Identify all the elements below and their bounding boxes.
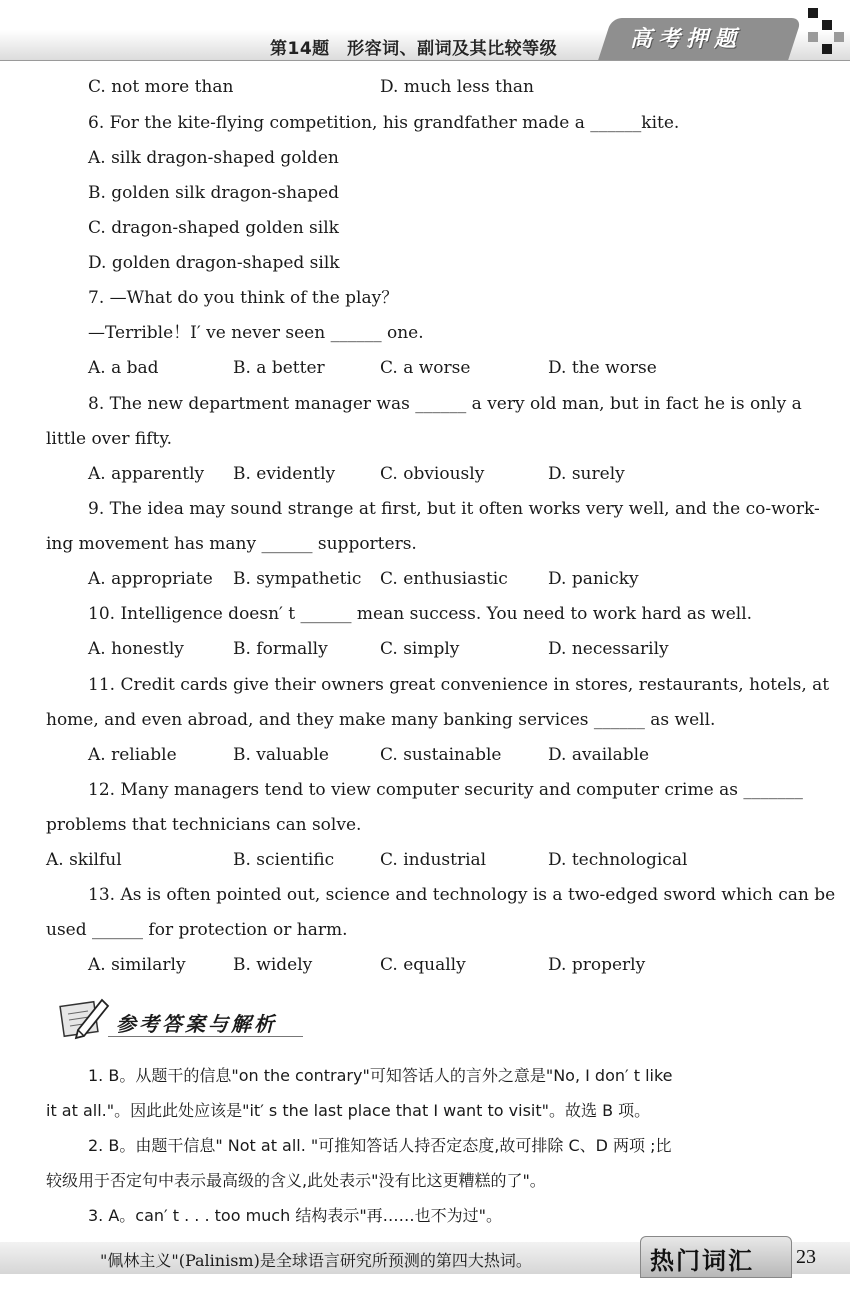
question-stem: 9. The idea may sound strange at first, but it often works very well, and the co-work- — [88, 499, 820, 519]
question-stem-continued: used ______ for protection or harm. — [46, 920, 348, 940]
question-stem-continued: problems that technicians can solve. — [46, 815, 362, 835]
option-a: A. similarly — [88, 955, 186, 975]
option-c: C. not more than — [88, 77, 234, 97]
option-b: B. scientific — [233, 850, 335, 870]
question-stem-reply: —Terrible！I′ ve never seen ______ one. — [88, 323, 424, 343]
answer-3-line-1: 3. A。can′ t . . . too much 结构表示"再……也不为过"。 — [88, 1206, 503, 1225]
option-a: A. skilful — [46, 850, 122, 870]
question-stem-continued: ing movement has many ______ supporters. — [46, 534, 417, 554]
option-c: C. dragon-shaped golden silk — [88, 218, 339, 238]
question-stem: 6. For the kite-flying competition, his grandfather made a ______kite. — [88, 113, 680, 133]
option-b: B. formally — [233, 639, 328, 659]
page-footer — [0, 1228, 850, 1306]
answers-heading-label: 参考答案与解析 — [116, 1012, 277, 1036]
answer-1-line-1: 1. B。从题干的信息"on the contrary"可知答话人的言外之意是"No, I don′ t like — [88, 1066, 673, 1085]
page-header — [0, 0, 850, 70]
answers-heading — [58, 996, 308, 1042]
option-d: D. the worse — [548, 358, 657, 378]
option-b: B. evidently — [233, 464, 336, 484]
option-c: C. simply — [380, 639, 460, 659]
question-stem-continued: little over fifty. — [46, 429, 173, 449]
answer-2-line-2: 较级用于否定句中表示最高级的含义,此处表示"没有比这更糟糕的了"。 — [46, 1171, 546, 1190]
option-c: C. equally — [380, 955, 466, 975]
question-stem: 12. Many managers tend to view computer security and computer crime as _______ — [88, 780, 803, 800]
question-stem: 11. Credit cards give their owners great convenience in stores, restaurants, hotels, at — [88, 675, 830, 695]
option-d: D. panicky — [548, 569, 639, 589]
answer-1-line-2: it at all."。因此此处应该是"it′ s the last place that I want to visit"。故选 B 项。 — [46, 1101, 651, 1120]
option-a: A. a bad — [88, 358, 159, 378]
footer-tab-label: 热门词汇 — [650, 1247, 754, 1275]
option-c: C. enthusiastic — [380, 569, 508, 589]
option-c: C. a worse — [380, 358, 471, 378]
option-a: A. reliable — [88, 745, 177, 765]
option-a: A. honestly — [88, 639, 184, 659]
header-tab-label: 高考押题 — [630, 27, 743, 52]
question-stem: 8. The new department manager was ______ a very old man, but in fact he is only a — [88, 394, 802, 414]
question-stem: 7. —What do you think of the play？ — [88, 288, 399, 308]
question-stem-continued: home, and even abroad, and they make many banking services ______ as well. — [46, 710, 716, 730]
question-stem: 10. Intelligence doesn′ t ______ mean success. You need to work hard as well. — [88, 604, 753, 624]
question-stem: 13. As is often pointed out, science and technology is a two-edged sword which can be — [88, 885, 836, 905]
option-a: A. silk dragon-shaped golden — [88, 148, 339, 168]
option-b: B. golden silk dragon-shaped — [88, 183, 340, 203]
option-d: D. available — [548, 745, 650, 765]
option-b: B. widely — [233, 955, 313, 975]
option-c: C. obviously — [380, 464, 485, 484]
option-b: B. a better — [233, 358, 325, 378]
pencil-note-icon — [58, 996, 110, 1042]
option-d: D. necessarily — [548, 639, 669, 659]
option-c: C. sustainable — [380, 745, 502, 765]
option-d: D. much less than — [380, 77, 534, 97]
answer-2-line-1: 2. B。由题干信息" Not at all. "可推知答话人持否定态度,故可排除 C、D 两项 ;比 — [88, 1136, 672, 1155]
option-d: D. surely — [548, 464, 625, 484]
option-d: D. properly — [548, 955, 646, 975]
option-b: B. sympathetic — [233, 569, 362, 589]
heading-underline — [108, 1036, 303, 1037]
option-d: D. golden dragon-shaped silk — [88, 253, 340, 273]
option-b: B. valuable — [233, 745, 329, 765]
footer-note: "佩林主义"(Palinism)是全球语言研究所预测的第四大热词。 — [100, 1251, 532, 1270]
option-d: D. technological — [548, 850, 688, 870]
option-c: C. industrial — [380, 850, 487, 870]
page-number: 23 — [796, 1246, 816, 1268]
option-a: A. apparently — [88, 464, 205, 484]
chapter-title: 第14题 形容词、副词及其比较等级 — [270, 39, 558, 59]
option-a: A. appropriate — [88, 569, 213, 589]
